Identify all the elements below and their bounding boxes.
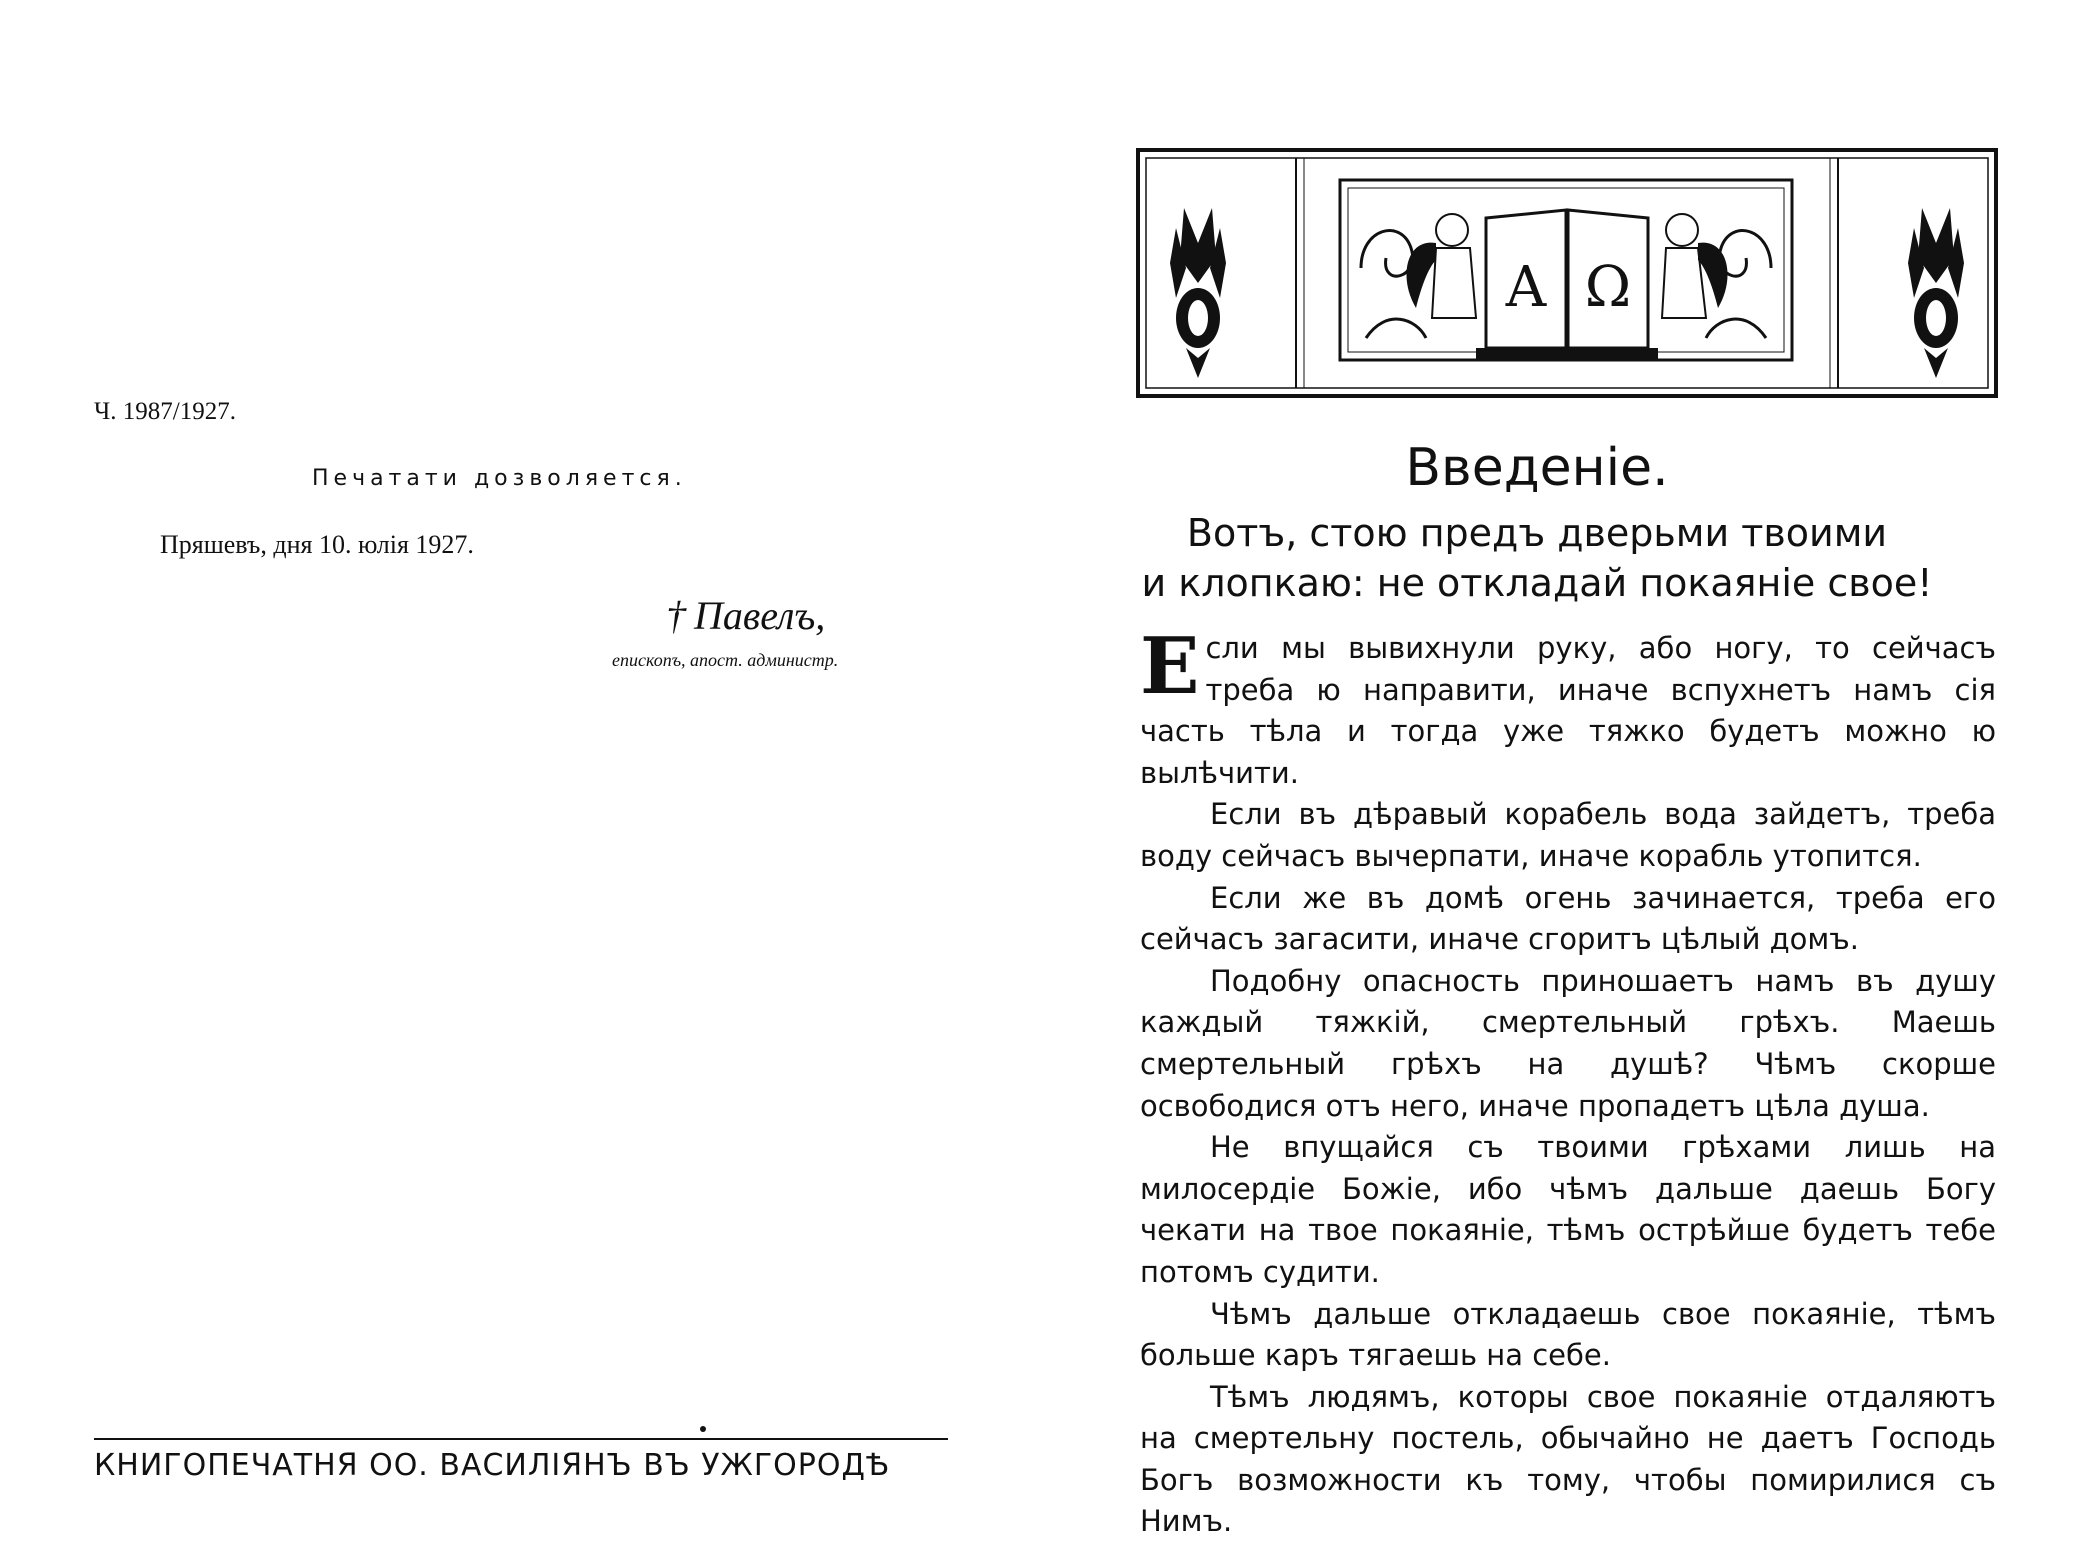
chapter-heading: Введеніе. xyxy=(1405,438,1669,498)
paragraph-5: Не впущайся съ твоими грѣхами лишь на милосердіе Божіе, ибо чѣмъ дальше даешь Богу чекати на твое покаяніе, тѣмъ острѣйше будетъ тебе потомъ судити. xyxy=(1140,1130,1996,1289)
paragraph-6: Чѣмъ дальше откладаешь свое покаяніе, тѣмъ больше каръ тягаешь на себе. xyxy=(1140,1296,1996,1373)
angel-left-icon xyxy=(1406,214,1476,318)
epigraph-line-2: и клопкаю: не откладай покаяніе свое! xyxy=(1141,561,1933,605)
drop-cap: Е xyxy=(1140,621,1200,712)
imprimatur-text: Печатати дозволяется. xyxy=(312,466,687,491)
paragraph-7: Тѣмъ людямъ, которы свое покаяніе отдаляютъ на смертельну постель, обычайно не даетъ Господь Богъ возможности къ тому, чтобы помирилися съ Нимъ. xyxy=(1140,1379,1996,1539)
signer-title: епископъ, апост. администр. xyxy=(612,650,839,670)
paragraph-4: Подобну опасность приношаетъ намъ въ душу каждый тяжкій, смертельный грѣхъ. Маешь смертельный грѣхъ на душѣ? Чѣмъ скорше освободися отъ него, иначе пропадетъ цѣла душа. xyxy=(1140,963,1996,1123)
right-page xyxy=(1000,0,2074,1539)
paragraph-2: Если въ дѣравый корабель вода зайдетъ, треба воду сейчасъ вычерпати, иначе корабль утопится. xyxy=(1140,797,1996,873)
printer-rule xyxy=(94,1438,948,1440)
permit-reference: Ч. 1987/1927. xyxy=(94,398,236,425)
angel-right-icon xyxy=(1662,214,1728,318)
cross-icon: † xyxy=(666,593,686,638)
signer xyxy=(666,592,825,639)
epigraph-line-1: Вотъ, стою предъ дверьми твоими xyxy=(1186,511,1888,555)
leaf-ornament-left-icon xyxy=(1170,208,1226,378)
paragraph-1-text: сли мы вывихнули руку, або ногу, то сейчасъ треба ю направити, иначе вспухнетъ намъ сія часть тѣла и тогда уже тяжко будетъ можно ю вылѣчити. xyxy=(1140,631,1996,790)
place-date: Пряшевъ, дня 10. юлія 1927. xyxy=(160,530,474,559)
paragraph-1 xyxy=(1140,621,1996,794)
omega-letter: Ω xyxy=(1584,255,1632,320)
signer-name: Павелъ, xyxy=(694,593,826,638)
header-ornament xyxy=(1136,148,1998,398)
paragraph-3: Если же въ домѣ огень зачинается, треба его сейчасъ загасити, иначе сгоритъ цѣлый домъ. xyxy=(1140,880,1996,957)
alpha-letter: A xyxy=(1505,255,1547,320)
printer-dot xyxy=(700,1426,706,1432)
printer-line: КНИГОПЕЧАТНЯ ОО. ВАСИЛІЯНЪ ВЪ УЖГОРОДѢ xyxy=(94,1448,891,1483)
body-text xyxy=(1140,621,1996,1543)
left-page xyxy=(0,0,1000,1500)
epigraph xyxy=(1000,508,2074,608)
leaf-ornament-right-icon xyxy=(1908,208,1964,378)
open-book-icon xyxy=(1476,210,1658,360)
